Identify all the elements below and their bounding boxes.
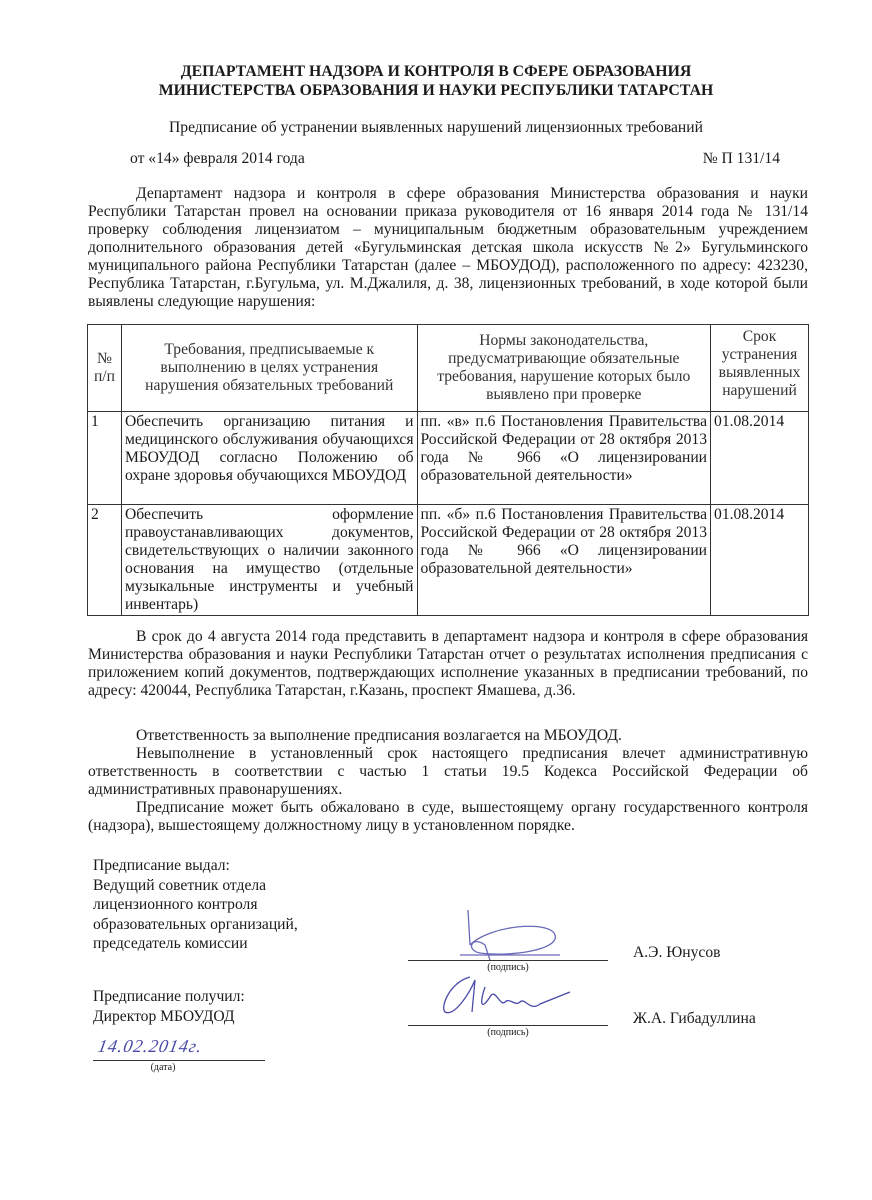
receiver-name: Ж.А. Гибадуллина — [633, 1010, 756, 1027]
receiver-line: Предписание получил: — [93, 988, 245, 1005]
receiver-signature-line — [408, 1025, 608, 1026]
row-deadline: 01.08.2014 — [711, 412, 809, 505]
issuer-line: Ведущий советник отдела — [93, 876, 267, 894]
issuer-signature-line — [408, 960, 608, 961]
document-title — [60, 62, 812, 100]
date-caption: (дата) — [150, 1062, 176, 1073]
row-norm: пп. «в» п.6 Постановления Правительства Российской Федерации от 28 октября 2013 года № 966 «О лицензировании образовательной деятельности» — [417, 412, 711, 505]
intro-paragraph: Департамент надзора и контроля в сфере образования Министерства образования и науки Республики Татарстан провел на основании приказа руководителя от 16 января 2014 года № 131/14 проверку соблюдения лицензиатом – муниципальным бюджетным образовательным учреждением дополнительного образования детей «Бугульминская детская школа искусств №2» Бугульминского муниципального района Республики Татарстан (далее – МБОУДОД), расположенного по адресу: 423230, Республика Татарстан, г.Бугульма, ул. М.Джалиля, д. 38, лицензионных требований, в ходе которой были выявлены следующие нарушения: — [88, 185, 808, 310]
issuer-name: А.Э. Юнусов — [633, 944, 721, 961]
receiver-signature — [430, 972, 590, 1022]
row-norm: пп. «б» п.6 Постановления Правительства Российской Федерации от 28 октября 2013 года № 966 «О лицензировании образовательной деятельности» — [417, 505, 711, 616]
document-date: от «14» февраля 2014 года — [130, 150, 305, 167]
date-line — [93, 1060, 265, 1061]
date-number-row — [130, 150, 780, 168]
row-deadline: 01.08.2014 — [711, 505, 809, 616]
receiver-signature-caption: (подпись) — [487, 1027, 529, 1038]
header-norm: Нормы законодательства, предусматривающие обязательные требования, нарушение которых было выявлено при проверке — [417, 325, 711, 412]
responsibility-paragraph: Ответственность за выполнение предписания возлагается на МБОУДОД. — [136, 727, 622, 744]
header-num: № п/п — [88, 325, 122, 412]
table-header-row — [88, 325, 809, 412]
document-subtitle: Предписание об устранении выявленных нарушений лицензионных требований — [169, 119, 703, 136]
receiver-block — [93, 987, 245, 1026]
document-number: № П 131/14 — [702, 150, 780, 167]
header-deadline: Срок устранения выявленных нарушений — [711, 325, 809, 412]
issuer-block — [93, 856, 298, 954]
liability-paragraph: Невыполнение в установленный срок настоящего предписания влечет административную ответственность в соответствии с частью 1 статьи 19.5 Кодекса Российской Федерации об административных правонарушениях. — [88, 745, 808, 798]
receiver-line: Директор МБОУДОД — [93, 1007, 235, 1025]
issuer-line: образовательных организаций, — [93, 915, 298, 933]
deadline-paragraph: В срок до 4 августа 2014 года представить в департамент надзора и контроля в сфере образования Министерства образования и науки Республики Татарстан отчет о результатах исполнения предписания с приложением копий документов, подтверждающих исполнение указанных в предписании требований, по адресу: 420044, Республика Татарстан, г.Казань, проспект Ямашева, д.36. — [88, 628, 808, 699]
table-row — [88, 412, 809, 505]
row-requirement: Обеспечить оформление правоустанавливающих документов, свидетельствующих о наличии законного основания на имущество (отдельные музыкальные инструменты и учебный инвентарь) — [121, 505, 417, 616]
handwritten-date: 14.02.2014г. — [96, 1036, 205, 1056]
title-line-2: МИНИСТЕРСТВА ОБРАЗОВАНИЯ И НАУКИ РЕСПУБЛИКИ ТАТАРСТАН — [158, 82, 714, 99]
appeal-paragraph: Предписание может быть обжаловано в суде, вышестоящему органу государственного контроля (надзора), вышестоящему должностному лицу в установленном порядке. — [88, 799, 808, 834]
issuer-line: лицензионного контроля — [93, 896, 258, 913]
row-num: 1 — [88, 412, 122, 505]
issuer-line: Предписание выдал: — [93, 857, 230, 874]
issuer-signature-caption: (подпись) — [487, 962, 529, 973]
violations-table — [87, 324, 809, 616]
issuer-signature — [450, 905, 570, 965]
title-line-1: ДЕПАРТАМЕНТ НАДЗОРА И КОНТРОЛЯ В СФЕРЕ ОБРАЗОВАНИЯ — [180, 63, 692, 80]
row-requirement: Обеспечить организацию питания и медицинского обслуживания обучающихся МБОУДОД согласно Положению об охране здоровья обучающихся МБОУДОД — [121, 412, 417, 505]
issuer-line: председатель комиссии — [93, 935, 248, 952]
row-num: 2 — [88, 505, 122, 616]
table-row — [88, 505, 809, 616]
header-requirement: Требования, предписываемые к выполнению в целях устранения нарушения обязательных требований — [121, 325, 417, 412]
